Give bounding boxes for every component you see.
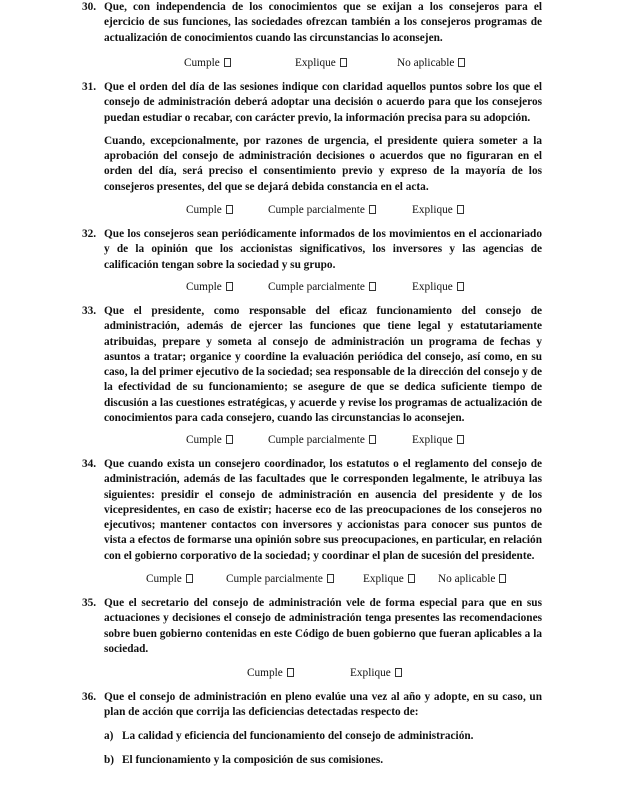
- item-paragraph: Que los consejeros sean periódicamente informados de los movimientos en el accionariado y de la opinión que los accionistas significativos, los inversores y las agencias de calificación tengan sobre la sociedad y su grupo.: [104, 228, 542, 271]
- checkbox-icon[interactable]: [457, 205, 464, 214]
- recommendation-30: [82, 0, 542, 46]
- checkbox-icon[interactable]: [186, 574, 193, 583]
- recommendation-34: [82, 457, 542, 564]
- recommendation-35: [82, 596, 542, 657]
- item-number: 33.: [82, 305, 97, 317]
- checkbox-icon[interactable]: [226, 205, 233, 214]
- recommendation-33: [82, 304, 542, 426]
- checkbox-icon[interactable]: [369, 205, 376, 214]
- option-explique[interactable]: Explique: [412, 203, 464, 218]
- item-paragraph: Que, con independencia de los conocimientos que se exijan a los consejeros para el ejercicio de sus funciones, las sociedades ofrezcan también a los consejeros programas de actualización de conocimientos cuando las circunstancias lo aconsejen.: [104, 1, 542, 44]
- option-explique[interactable]: Explique: [412, 433, 464, 448]
- checkbox-icon[interactable]: [226, 282, 233, 291]
- item-number: 32.: [82, 228, 97, 240]
- item-number: 34.: [82, 458, 97, 470]
- checkbox-icon[interactable]: [408, 574, 415, 583]
- recommendation-31: [82, 80, 542, 195]
- checkbox-icon[interactable]: [499, 574, 506, 583]
- item-number: 31.: [82, 81, 97, 93]
- item-paragraph: Que el presidente, como responsable del eficaz funcionamiento del consejo de administración, además de ejercer las funciones que tiene legal y estatutariamente atribuidas, prepare y someta al consejo de administración un programa de fechas y asuntos a tratar; organice y coordine la evaluación periódica del consejo, así como, en su caso, la del primer ejecutivo de la sociedad; sea responsable de la dirección del consejo y de la efectividad de su funcionamiento; se asegure de que se dedica suficiente tiempo de discusión a las cuestiones estratégicas, y acuerde y revise los programas de actualización de conocimientos para cada consejero, cuando las circunstancias lo aconsejen.: [104, 305, 542, 425]
- option-cumple[interactable]: Cumple: [184, 56, 231, 71]
- checkbox-icon[interactable]: [457, 435, 464, 444]
- option-cumple[interactable]: Cumple: [247, 666, 294, 681]
- subitem-label: a): [104, 730, 114, 742]
- checkbox-icon[interactable]: [395, 668, 402, 677]
- item-paragraph: Cuando, excepcionalmente, por razones de urgencia, el presidente quiera someter a la aprobación del consejo de administración decisiones o acuerdos que no figuraran en el orden del día, será preciso el consentimiento previo y expreso de la mayoría de los consejeros presentes, del que se dejará debida constancia en el acta.: [104, 134, 542, 193]
- option-cumple-parcialmente[interactable]: Cumple parcialmente: [268, 203, 376, 218]
- option-cumple[interactable]: Cumple: [146, 572, 193, 587]
- checkbox-icon[interactable]: [369, 435, 376, 444]
- checkbox-icon[interactable]: [457, 282, 464, 291]
- checkbox-icon[interactable]: [369, 282, 376, 291]
- checkbox-icon[interactable]: [458, 58, 465, 67]
- option-cumple[interactable]: Cumple: [186, 203, 233, 218]
- option-cumple-parcialmente[interactable]: Cumple parcialmente: [226, 572, 334, 587]
- subitem-a: [104, 729, 544, 744]
- subitem-text: El funcionamiento y la composición de sus comisiones.: [122, 754, 384, 766]
- checkbox-icon[interactable]: [327, 574, 334, 583]
- item-number: 30.: [82, 1, 97, 13]
- checkbox-icon[interactable]: [340, 58, 347, 67]
- subitem-label: b): [104, 754, 115, 766]
- option-explique[interactable]: Explique: [363, 572, 415, 587]
- checkbox-icon[interactable]: [224, 58, 231, 67]
- item-number: 35.: [82, 597, 97, 609]
- item-paragraph: Que el orden del día de las sesiones indique con claridad aquellos puntos sobre los que el consejo de administración deberá adoptar una decisión o acuerdo para que los consejeros puedan estudiar o recabar, con carácter previo, la información precisa para su adopción.: [104, 81, 542, 124]
- checkbox-icon[interactable]: [287, 668, 294, 677]
- subitem-b: [104, 753, 544, 768]
- option-cumple[interactable]: Cumple: [186, 280, 233, 295]
- option-cumple[interactable]: Cumple: [186, 433, 233, 448]
- item-paragraph: Que el secretario del consejo de administración vele de forma especial para que en sus actuaciones y decisiones el consejo de administración tenga presentes las recomendaciones sobre buen gobierno contenidas en este Código de buen gobierno que fueran aplicables a la sociedad.: [104, 597, 542, 655]
- item-paragraph: Que cuando exista un consejero coordinador, los estatutos o el reglamento del consejo de administración, además de las facultades que le corresponden legalmente, le atribuya las siguientes: presidir el consejo de administración en ausencia del presidente y de los vicepresidentes, en caso de existir; hacerse eco de las preocupaciones de los consejeros no ejecutivos; mantener contactos con inversores y accionistas para conocer sus puntos de vista a efectos de formarse una opinión sobre sus preocupaciones, en particular, en relación con el gobierno corporativo de la sociedad; y coordinar el plan de sucesión del presidente.: [104, 458, 542, 562]
- item-number: 36.: [82, 691, 97, 703]
- option-cumple-parcialmente[interactable]: Cumple parcialmente: [268, 280, 376, 295]
- checkbox-icon[interactable]: [226, 435, 233, 444]
- option-no-aplicable[interactable]: No aplicable: [438, 572, 506, 587]
- option-explique[interactable]: Explique: [412, 280, 464, 295]
- item-paragraph: Que el consejo de administración en pleno evalúe una vez al año y adopte, en su caso, un plan de acción que corrija las deficiencias detectadas respecto de:: [104, 691, 542, 719]
- option-explique[interactable]: Explique: [295, 56, 347, 71]
- option-cumple-parcialmente[interactable]: Cumple parcialmente: [268, 433, 376, 448]
- subitem-text: La calidad y eficiencia del funcionamiento del consejo de administración.: [122, 730, 474, 742]
- option-explique[interactable]: Explique: [350, 666, 402, 681]
- recommendation-36: [82, 690, 542, 721]
- option-no-aplicable[interactable]: No aplicable: [397, 56, 465, 71]
- recommendation-32: [82, 227, 542, 273]
